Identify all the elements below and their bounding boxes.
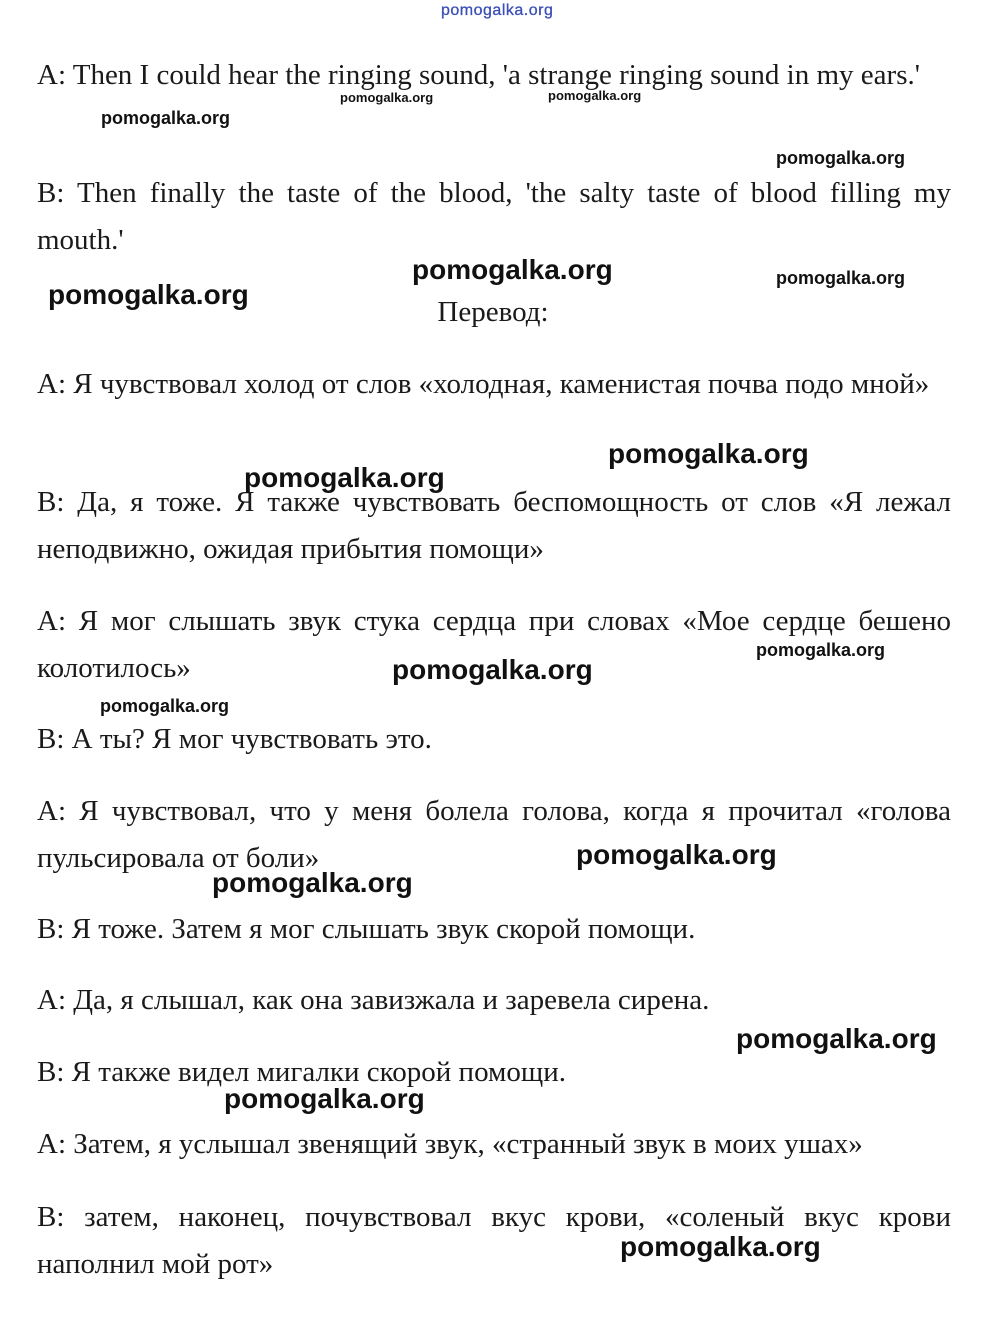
russian-line-7: А: Да, я слышал, как она завизжала и заревела сирена. <box>37 984 710 1016</box>
watermark: pomogalka.org <box>776 268 906 288</box>
watermark: pomogalka.org <box>776 148 906 168</box>
watermark: pomogalka.org <box>576 839 777 870</box>
watermark: pomogalka.org <box>392 654 593 685</box>
header-watermark: pomogalka.org <box>441 2 554 19</box>
russian-line-8: В: Я также видел мигалки скорой помощи. <box>37 1056 566 1088</box>
russian-line-9: А: Затем, я услышал звенящий звук, «странный звук в моих ушах» <box>37 1128 863 1160</box>
watermark: pomogalka.org <box>756 640 886 660</box>
russian-line-6: В: Я тоже. Затем я мог слышать звук скорой помощи. <box>37 913 696 945</box>
translation-heading: Перевод: <box>437 296 549 328</box>
russian-line-10: В: затем, наконец, почувствовал вкус крови, «соленый вкус крови наполнил мой рот» <box>37 1201 951 1280</box>
watermark: pomogalka.org <box>736 1023 937 1054</box>
russian-line-3: А: Я мог слышать звук стука сердца при словах «Мое сердце бешено колотилось» <box>37 605 951 684</box>
watermark: pomogalka.org <box>244 462 445 493</box>
watermark: pomogalka.org <box>620 1231 821 1262</box>
watermark: pomogalka.org <box>101 108 231 128</box>
russian-line-5: А: Я чувствовал, что у меня болела голова, когда я прочитал «голова пульсировала от боли» <box>37 795 951 874</box>
russian-line-1: А: Я чувствовал холод от слов «холодная, каменистая почва подо мной» <box>37 368 930 400</box>
watermark: pomogalka.org <box>224 1083 425 1114</box>
english-line-a: A: Then I could hear the ringing sound, 'a strange ringing sound in my ears.' <box>37 59 920 91</box>
watermark: pomogalka.org <box>212 867 413 898</box>
watermark: pomogalka.org <box>340 90 434 105</box>
watermark: pomogalka.org <box>412 254 613 285</box>
russian-line-2: В: Да, я тоже. Я также чувствовать беспомощность от слов «Я лежал неподвижно, ожидая прибытия помощи» <box>37 486 951 565</box>
english-line-b: B: Then finally the taste of the blood, 'the salty taste of blood filling my mouth.' <box>37 177 951 256</box>
watermark: pomogalka.org <box>548 88 642 103</box>
russian-line-4: В: А ты? Я мог чувствовать это. <box>37 723 432 755</box>
watermark: pomogalka.org <box>100 696 230 716</box>
watermark: pomogalka.org <box>48 279 249 310</box>
watermark: pomogalka.org <box>608 438 809 469</box>
